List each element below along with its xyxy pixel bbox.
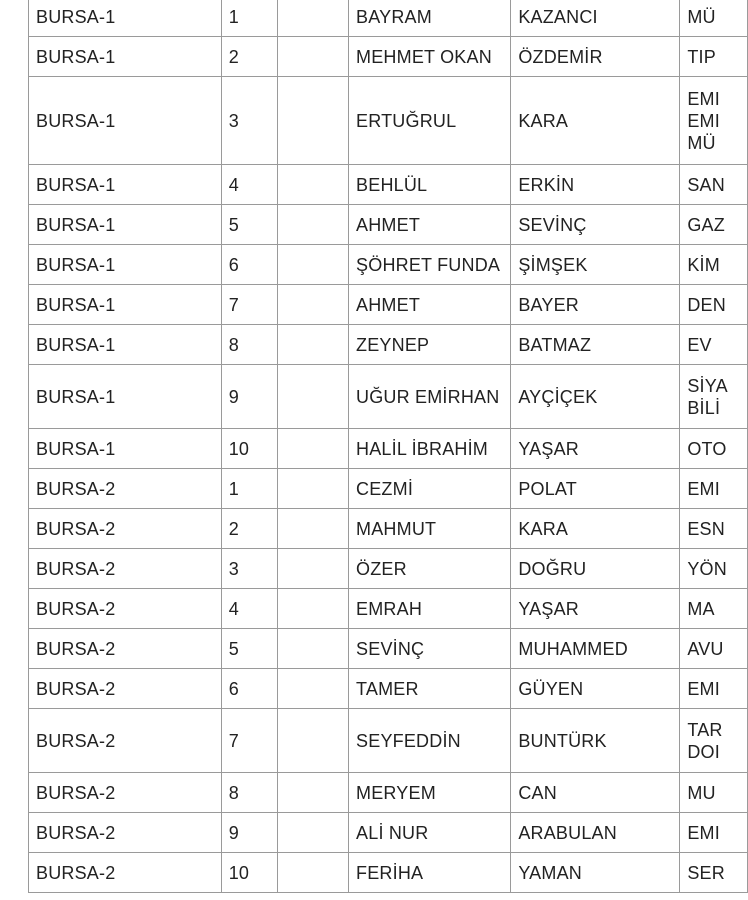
rank-cell: 10 <box>221 853 277 893</box>
rank-cell: 7 <box>221 709 277 773</box>
province-cell: BURSA-1 <box>29 165 222 205</box>
profession-cell <box>680 853 748 893</box>
rank-cell: 9 <box>221 813 277 853</box>
profession-cell <box>680 77 748 165</box>
first-name-cell: ERTUĞRUL <box>349 77 511 165</box>
surname-cell: KARA <box>511 77 680 165</box>
surname-cell: AYÇİÇEK <box>511 365 680 429</box>
surname-cell: KARA <box>511 509 680 549</box>
profession-cell <box>680 813 748 853</box>
empty-cell <box>278 37 349 77</box>
table-row <box>29 365 748 429</box>
profession-cell <box>680 37 748 77</box>
profession-line: TAR <box>687 719 723 740</box>
profession-line: EMI <box>687 678 720 699</box>
province-cell: BURSA-2 <box>29 813 222 853</box>
rank-cell: 4 <box>221 165 277 205</box>
empty-cell <box>278 0 349 37</box>
first-name-cell: FERİHA <box>349 853 511 893</box>
province-cell: BURSA-1 <box>29 245 222 285</box>
first-name-cell: AHMET <box>349 285 511 325</box>
profession-line: OTO <box>687 438 727 459</box>
province-cell: BURSA-1 <box>29 77 222 165</box>
candidate-table-container <box>28 0 748 893</box>
profession-line: EMI <box>687 822 720 843</box>
rank-cell: 1 <box>221 469 277 509</box>
table-row <box>29 429 748 469</box>
table-row <box>29 165 748 205</box>
rank-cell: 6 <box>221 669 277 709</box>
first-name-cell: TAMER <box>349 669 511 709</box>
profession-cell <box>680 365 748 429</box>
table-row <box>29 509 748 549</box>
empty-cell <box>278 365 349 429</box>
first-name-cell: CEZMİ <box>349 469 511 509</box>
profession-cell <box>680 205 748 245</box>
surname-cell: BUNTÜRK <box>511 709 680 773</box>
table-row <box>29 77 748 165</box>
profession-cell <box>680 509 748 549</box>
empty-cell <box>278 205 349 245</box>
rank-cell: 9 <box>221 365 277 429</box>
first-name-cell: EMRAH <box>349 589 511 629</box>
empty-cell <box>278 165 349 205</box>
province-cell: BURSA-2 <box>29 469 222 509</box>
profession-line: MA <box>687 598 715 619</box>
table-row <box>29 37 748 77</box>
profession-line: GAZ <box>687 214 725 235</box>
province-cell: BURSA-2 <box>29 709 222 773</box>
profession-line: EMI <box>687 478 720 499</box>
profession-cell <box>680 589 748 629</box>
profession-cell <box>680 0 748 37</box>
profession-cell <box>680 669 748 709</box>
rank-cell: 3 <box>221 549 277 589</box>
profession-line: MÜ <box>687 6 716 27</box>
surname-cell: SEVİNÇ <box>511 205 680 245</box>
table-row <box>29 589 748 629</box>
empty-cell <box>278 853 349 893</box>
profession-line: YÖN <box>687 558 727 579</box>
rank-cell: 5 <box>221 629 277 669</box>
empty-cell <box>278 629 349 669</box>
profession-line: DOI <box>687 741 720 762</box>
empty-cell <box>278 245 349 285</box>
profession-line: EV <box>687 334 712 355</box>
province-cell: BURSA-1 <box>29 37 222 77</box>
profession-cell <box>680 245 748 285</box>
surname-cell: YAMAN <box>511 853 680 893</box>
rank-cell: 10 <box>221 429 277 469</box>
first-name-cell: BEHLÜL <box>349 165 511 205</box>
surname-cell: DOĞRU <box>511 549 680 589</box>
province-cell: BURSA-2 <box>29 549 222 589</box>
surname-cell: YAŞAR <box>511 429 680 469</box>
table-row <box>29 285 748 325</box>
province-cell: BURSA-1 <box>29 365 222 429</box>
province-cell: BURSA-2 <box>29 773 222 813</box>
rank-cell: 4 <box>221 589 277 629</box>
surname-cell: GÜYEN <box>511 669 680 709</box>
empty-cell <box>278 589 349 629</box>
province-cell: BURSA-2 <box>29 589 222 629</box>
first-name-cell: BAYRAM <box>349 0 511 37</box>
table-row <box>29 853 748 893</box>
profession-cell <box>680 709 748 773</box>
empty-cell <box>278 469 349 509</box>
rank-cell: 5 <box>221 205 277 245</box>
profession-line: KİM <box>687 254 720 275</box>
profession-line: EMI <box>687 88 720 109</box>
first-name-cell: ÖZER <box>349 549 511 589</box>
profession-cell <box>680 549 748 589</box>
province-cell: BURSA-1 <box>29 429 222 469</box>
table-row <box>29 709 748 773</box>
profession-line: BİLİ <box>687 397 721 418</box>
province-cell: BURSA-1 <box>29 325 222 365</box>
profession-line: EMI <box>687 110 720 131</box>
province-cell: BURSA-2 <box>29 509 222 549</box>
first-name-cell: ZEYNEP <box>349 325 511 365</box>
profession-cell <box>680 165 748 205</box>
table-row <box>29 325 748 365</box>
surname-cell: YAŞAR <box>511 589 680 629</box>
province-cell: BURSA-2 <box>29 629 222 669</box>
empty-cell <box>278 325 349 365</box>
table-row <box>29 245 748 285</box>
profession-cell <box>680 773 748 813</box>
profession-cell <box>680 325 748 365</box>
first-name-cell: AHMET <box>349 205 511 245</box>
rank-cell: 8 <box>221 773 277 813</box>
rank-cell: 2 <box>221 509 277 549</box>
profession-line: AVU <box>687 638 724 659</box>
rank-cell: 2 <box>221 37 277 77</box>
profession-cell <box>680 429 748 469</box>
province-cell: BURSA-1 <box>29 205 222 245</box>
first-name-cell: MEHMET OKAN <box>349 37 511 77</box>
empty-cell <box>278 669 349 709</box>
rank-cell: 8 <box>221 325 277 365</box>
table-row <box>29 549 748 589</box>
empty-cell <box>278 709 349 773</box>
surname-cell: CAN <box>511 773 680 813</box>
empty-cell <box>278 285 349 325</box>
empty-cell <box>278 429 349 469</box>
surname-cell: ŞİMŞEK <box>511 245 680 285</box>
candidate-table <box>28 0 748 893</box>
profession-line: MU <box>687 782 716 803</box>
rank-cell: 1 <box>221 0 277 37</box>
profession-line: SİYA <box>687 375 728 396</box>
province-cell: BURSA-1 <box>29 285 222 325</box>
first-name-cell: SEVİNÇ <box>349 629 511 669</box>
surname-cell: ARABULAN <box>511 813 680 853</box>
rank-cell: 6 <box>221 245 277 285</box>
profession-line: TIP <box>687 46 716 67</box>
candidate-table-body <box>29 0 748 893</box>
table-row <box>29 0 748 37</box>
profession-cell <box>680 629 748 669</box>
surname-cell: BATMAZ <box>511 325 680 365</box>
table-row <box>29 669 748 709</box>
first-name-cell: SEYFEDDİN <box>349 709 511 773</box>
first-name-cell: UĞUR EMİRHAN <box>349 365 511 429</box>
rank-cell: 7 <box>221 285 277 325</box>
province-cell: BURSA-2 <box>29 669 222 709</box>
first-name-cell: HALİL İBRAHİM <box>349 429 511 469</box>
profession-line: DEN <box>687 294 726 315</box>
surname-cell: BAYER <box>511 285 680 325</box>
profession-cell <box>680 285 748 325</box>
surname-cell: ERKİN <box>511 165 680 205</box>
table-row <box>29 773 748 813</box>
empty-cell <box>278 77 349 165</box>
first-name-cell: ALİ NUR <box>349 813 511 853</box>
table-row <box>29 469 748 509</box>
surname-cell: POLAT <box>511 469 680 509</box>
empty-cell <box>278 773 349 813</box>
profession-line: MÜ <box>687 132 716 153</box>
table-row <box>29 629 748 669</box>
profession-line: SER <box>687 862 725 883</box>
table-row <box>29 205 748 245</box>
first-name-cell: MAHMUT <box>349 509 511 549</box>
profession-line: ESN <box>687 518 725 539</box>
empty-cell <box>278 813 349 853</box>
surname-cell: KAZANCI <box>511 0 680 37</box>
empty-cell <box>278 509 349 549</box>
empty-cell <box>278 549 349 589</box>
province-cell: BURSA-2 <box>29 853 222 893</box>
first-name-cell: MERYEM <box>349 773 511 813</box>
profession-cell <box>680 469 748 509</box>
province-cell: BURSA-1 <box>29 0 222 37</box>
surname-cell: ÖZDEMİR <box>511 37 680 77</box>
profession-line: SAN <box>687 174 725 195</box>
surname-cell: MUHAMMED <box>511 629 680 669</box>
rank-cell: 3 <box>221 77 277 165</box>
table-row <box>29 813 748 853</box>
first-name-cell: ŞÖHRET FUNDA <box>349 245 511 285</box>
